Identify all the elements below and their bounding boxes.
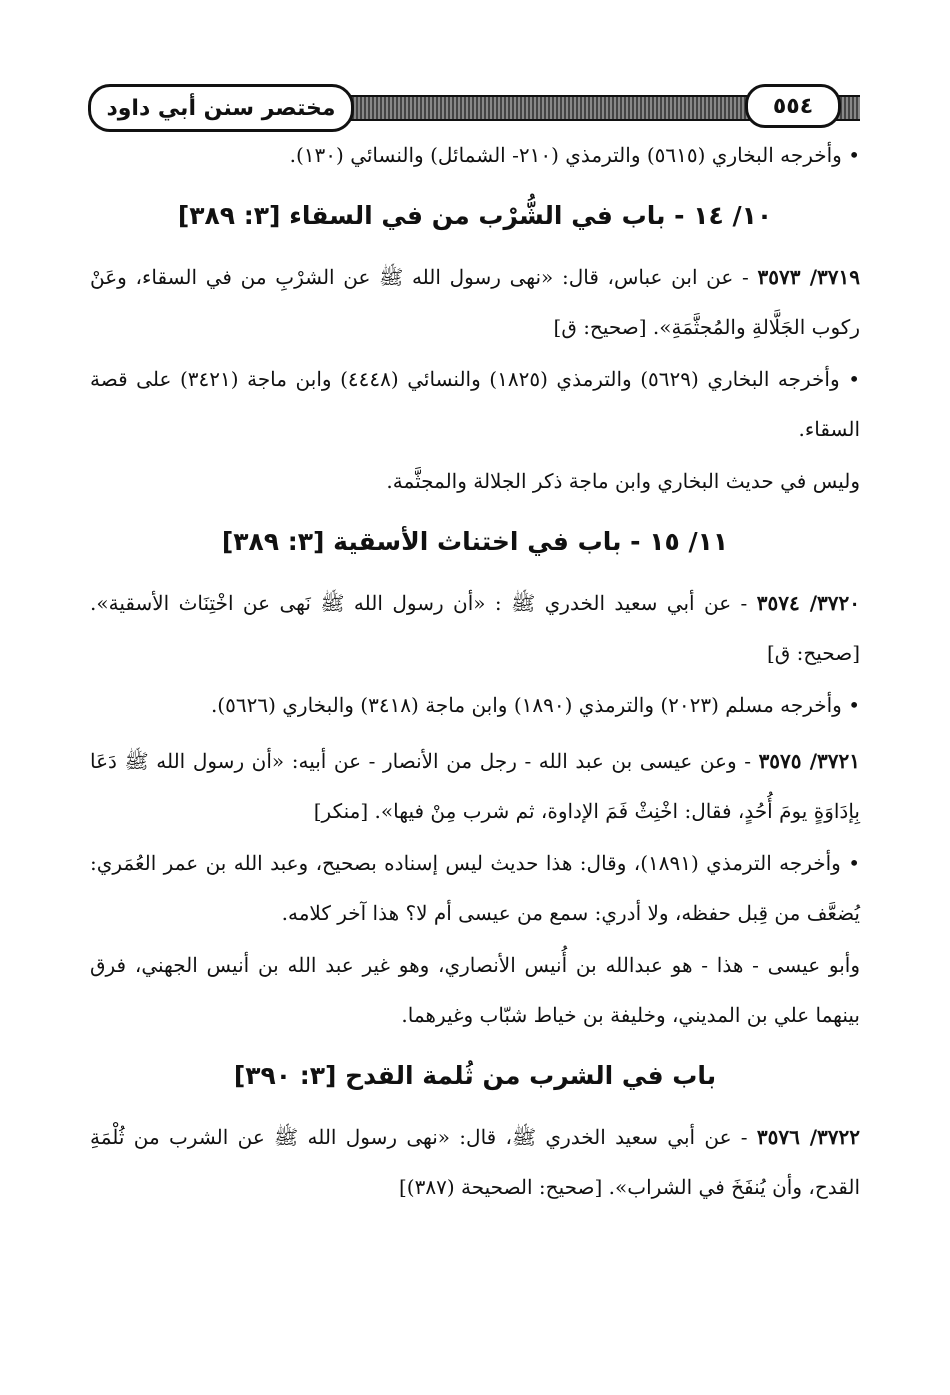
- page-body: [90, 128, 860, 1212]
- hadith-entry: [90, 1112, 860, 1212]
- hadith-entry: [90, 252, 860, 352]
- hadith-text: - وعن عيسى بن عبد الله - رجل من الأنصار - عن أبيه: «أن رسول الله ﷺ دَعَا بِإدَاوَةٍ يومَ أُحُدٍ، فقال: اخْنِثْ فَمَ الإداوة، ثم شرب مِنْ فيها». [منكر]: [90, 749, 860, 823]
- page-number: ٥٥٤: [745, 84, 841, 128]
- hadith-text: - عن ابن عباس، قال: «نهى رسول الله ﷺ عن الشرْبِ من في السقاء، وعَنْ ركوب الجَلَّالةِ والمُجثَّمَةِ». [صحيح: ق]: [90, 265, 860, 339]
- commentary-paragraph: وليس في حديث البخاري وابن ماجة ذكر الجلالة والمجثَّمة.: [386, 469, 860, 493]
- book-title: مختصر سنن أبي داود: [88, 84, 354, 132]
- hadith-number: ٣٧٢١/ ٣٥٧٥: [758, 749, 860, 773]
- takhrij-note: • وأخرجه البخاري (٥٦٢٩) والترمذي (١٨٢٥) والنسائي (٤٤٤٨) وابن ماجة (٣٤٢١) على قصة السقاء.: [90, 354, 860, 454]
- hadith-text: - عن أبي سعيد الخدري ﷺ : «أن رسول الله ﷺ نَهى عن اخْتِنَاث الأسقية». [صحيح: ق]: [90, 591, 860, 665]
- hadith-text: - عن أبي سعيد الخدري ﷺ، قال: «نهى رسول الله ﷺ عن الشرب من ثُلْمَةِ القدح، وأن يُنفَخَ في الشراب». [صحيح: الصحيحة (٣٨٧)]: [90, 1125, 860, 1199]
- takhrij-note: • وأخرجه البخاري (٥٦١٥) والترمذي (٢١٠- الشمائل) والنسائي (١٣٠).: [90, 130, 860, 180]
- section-heading: باب في الشرب من ثُلمة القدح [٣: ٣٩٠]: [233, 1061, 717, 1090]
- commentary-paragraph: وأبو عيسى - هذا - هو عبدالله بن أُنيس الأنصاري، وهو غير عبد الله بن أنيس الجهني، فرق بينهما علي بن المديني، وخليفة بن خياط شبّاب وغيرهما.: [90, 953, 860, 1027]
- hadith-number: ٣٧٢٠/ ٣٥٧٤: [756, 591, 860, 615]
- takhrij-note: • وأخرجه مسلم (٢٠٢٣) والترمذي (١٨٩٠) وابن ماجة (٣٤١٨) والبخاري (٥٦٢٦).: [90, 680, 860, 730]
- hadith-entry: [90, 736, 860, 836]
- hadith-entry: [90, 578, 860, 678]
- hadith-number: ٣٧١٩/ ٣٥٧٣: [757, 265, 860, 289]
- hadith-number: ٣٧٢٢/ ٣٥٧٦: [756, 1125, 860, 1149]
- takhrij-note: • وأخرجه الترمذي (١٨٩١)، وقال: هذا حديث ليس إسناده بصحيح، وعبد الله بن عمر العُمَري: يُضعَّف من قِبل حفظه، ولا أدري: سمع من عيسى أم لا؟ هذا آخر كلامه.: [90, 838, 860, 938]
- section-heading: ١١/ ١٥ - باب في اختناث الأسقية [٣: ٣٨٩]: [221, 527, 729, 556]
- section-heading: ١٠/ ١٤ - باب في الشُّرْب من في السقاء [٣: ٣٨٩]: [177, 201, 773, 230]
